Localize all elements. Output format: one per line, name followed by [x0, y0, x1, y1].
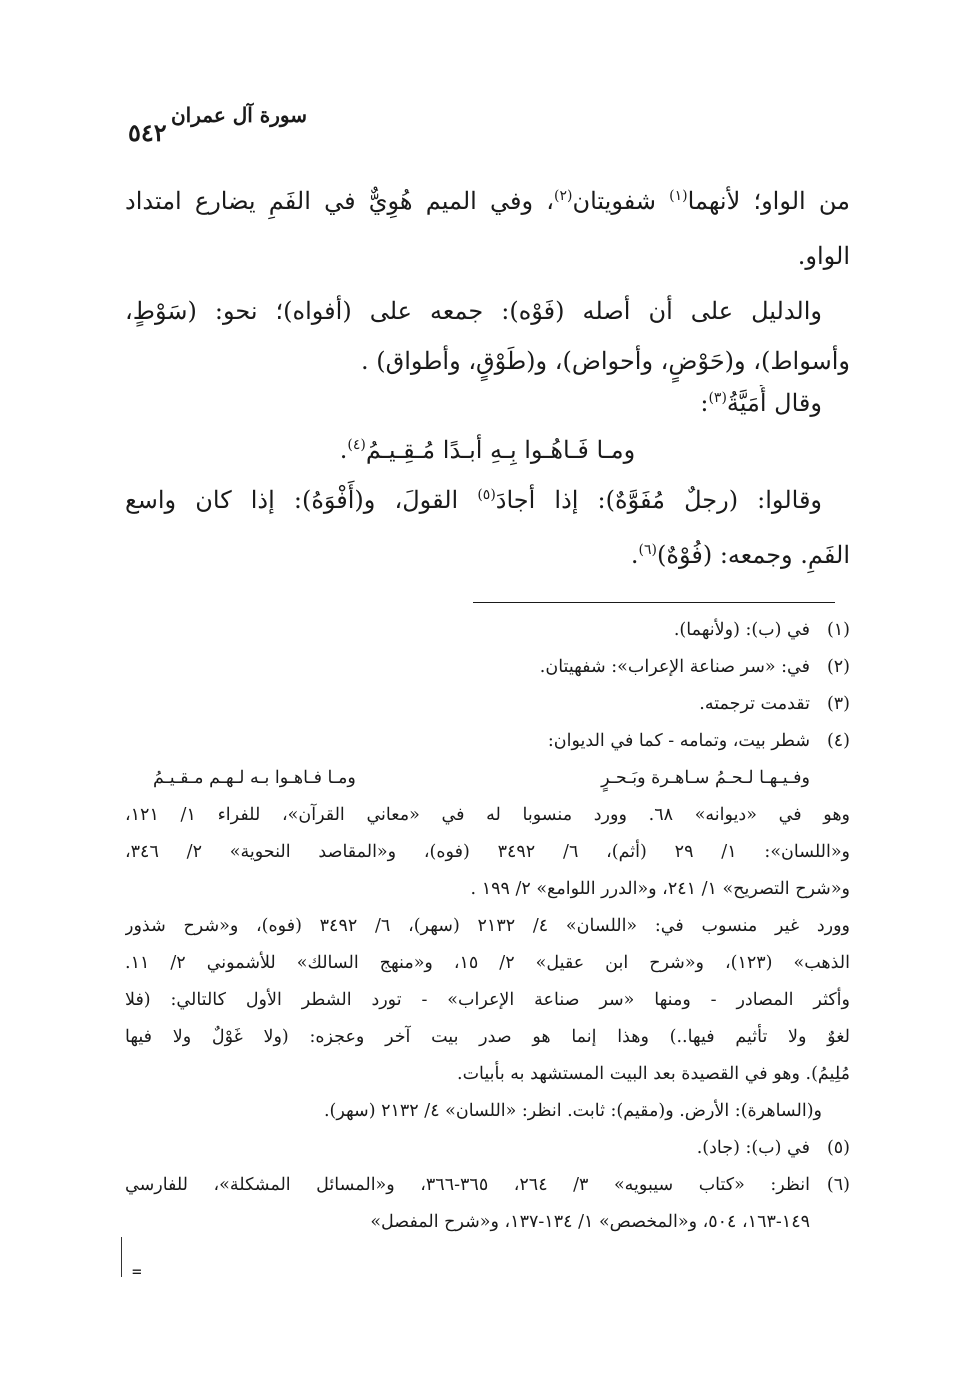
footnote-4-line: و«شرح التصريح» ١/ ٢٤١، و«الدرر اللوامع» ٢/ ١٩٩ . — [470, 879, 850, 899]
footnote-4-line: و(الساهرة): الأرض. و(مقيم): ثابت. انظر: «اللسان» ٤/ ٢١٣٢ (سهر). — [323, 1101, 822, 1121]
footnote-4-line: الذهب» (١٢٣)، و«شرح ابن عقيل» ٢/ ١٥، و«منهج السالك» للأشموني ٢/ ١١. — [125, 953, 850, 973]
footnotes — [125, 613, 850, 1242]
footnote-3: (٣)تقدمت ترجمته. — [125, 687, 850, 724]
footnote-4-line: لغوٌ ولا تأثيم فيها..) وهذا إنما هو صدر بيت آخر وعجزه: (ولا غَوْلٌ ولا فيها — [125, 1027, 850, 1047]
running-header-title: سورة آل عمران — [170, 103, 307, 127]
footnote-2: (٢)في: «سر صناعة الإعراب»: شفهيتان. — [125, 650, 850, 687]
page-number: ٥٤٢ — [128, 118, 167, 147]
continued-mark: = — [132, 1262, 142, 1281]
poem-second-hemistich: ومـا فـاهـوا بـه لـهـم مـقـيـمُ — [153, 768, 356, 788]
footnote-ref-6[interactable]: (٦) — [638, 542, 658, 558]
footnote-number: (٢) — [826, 657, 850, 677]
footnote-4-line: وأكثر المصادر - ومنها «سر صناعة الإعراب» - تورد الشطر الأول كالتالي: (فلا — [125, 990, 850, 1010]
footnote-ref-2[interactable]: (٢) — [554, 188, 573, 204]
main-line-2: الواو. — [797, 242, 850, 270]
footnote-4-line: وهو في «ديوانه» ٦٨. وورد منسوبا له في «معاني القرآن»، للفراء ١/ ١٢١، — [125, 805, 850, 825]
footnote-number: (٤) — [826, 731, 850, 751]
footnote-4: (٤)شطر بيت، وتمامه - كما في الديوان: — [125, 724, 850, 761]
footnote-ref-5[interactable]: (٥) — [477, 487, 496, 503]
verse-line: ومـا فَـاهُـوا بِـهِ أبـدًا مُـقِـيـمُ$^{(٤)}$. — [339, 436, 636, 464]
margin-line — [121, 1237, 122, 1277]
footnote-4-line: مُلِيمُ). وهو في القصيدة بعد البيت المستشهد به بأبيات. — [457, 1064, 850, 1084]
footnote-4-line: و«اللسان»: ١/ ٢٩ (أثم)، ٦/ ٣٤٩٢ (فوه)، و«المقاصد النحوية» ٢/ ٣٤٦، — [125, 842, 850, 862]
main-line-5: وقال أُمَيَّةُ$^{(٣)}$: — [700, 389, 822, 417]
main-line-3: والدليل على أن أصله (فَوْه): جمعه على (أفواه)؛ نحو: (سَوْطٍ، — [125, 297, 822, 325]
footnote-6: (٦)انظر: «كتاب سيبويه» ٣/ ٢٦٤، ٣٦٥-٣٦٦، و«المسائل المشكلة»، للفارسي — [125, 1168, 850, 1205]
main-line-7: وقالوا: (رجلٌ مُفَوَّهٌ): إذا أجادَ$^{(٥)}$ القولَ، و(أَفْوَهُ): إذا كان واسع — [125, 486, 823, 514]
footnote-number: (٣) — [826, 694, 850, 714]
footnote-ref-4[interactable]: (٤) — [347, 437, 366, 453]
main-text — [125, 178, 850, 587]
footnote-number: (١) — [826, 620, 850, 640]
footnote-ref-1[interactable]: (١) — [669, 188, 688, 204]
footnote-number: (٦) — [826, 1175, 850, 1195]
footnote-ref-3[interactable]: (٣) — [708, 390, 727, 406]
footnote-5: (٥)في (ب): (جاد). — [125, 1131, 850, 1168]
footnote-1: (١)في (ب): (ولأنهما). — [125, 613, 850, 650]
main-line-4: وأسواط)، و(حَوْضٍ، وأحواض)، و(طَوْقٍ، وأطواق) . — [361, 347, 850, 375]
footnote-4-line: وورد غير منسوب في: «اللسان» ٤/ ٢١٣٢ (سهر)، ٦/ ٣٤٩٢ (فوه)، و«شرح شذور — [125, 916, 850, 936]
footnote-separator — [473, 602, 835, 603]
poem-first-hemistich: وفـيـهـا لـحـمُ سـاهـرة وبَـحـرٍ — [601, 768, 810, 788]
footnote-6-line: ١٤٩-١٦٣، ٥٠٤، و«المخصص» ١/ ١٣٤-١٣٧، و«شرح المفصل» — [370, 1212, 810, 1232]
main-line-1: من الواو؛ لأنهما$^{(١)}$ شفويتان$^{(٢)}$، وفي الميم هُوِيٌّ في الفَمِ يضارع امتداد — [125, 187, 850, 215]
main-line-8: الفَمِ. وجمعه: (فُوْهٌ)$^{(٦)}$. — [630, 541, 850, 569]
footnote-4-poem — [125, 761, 850, 798]
footnote-number: (٥) — [826, 1138, 850, 1158]
